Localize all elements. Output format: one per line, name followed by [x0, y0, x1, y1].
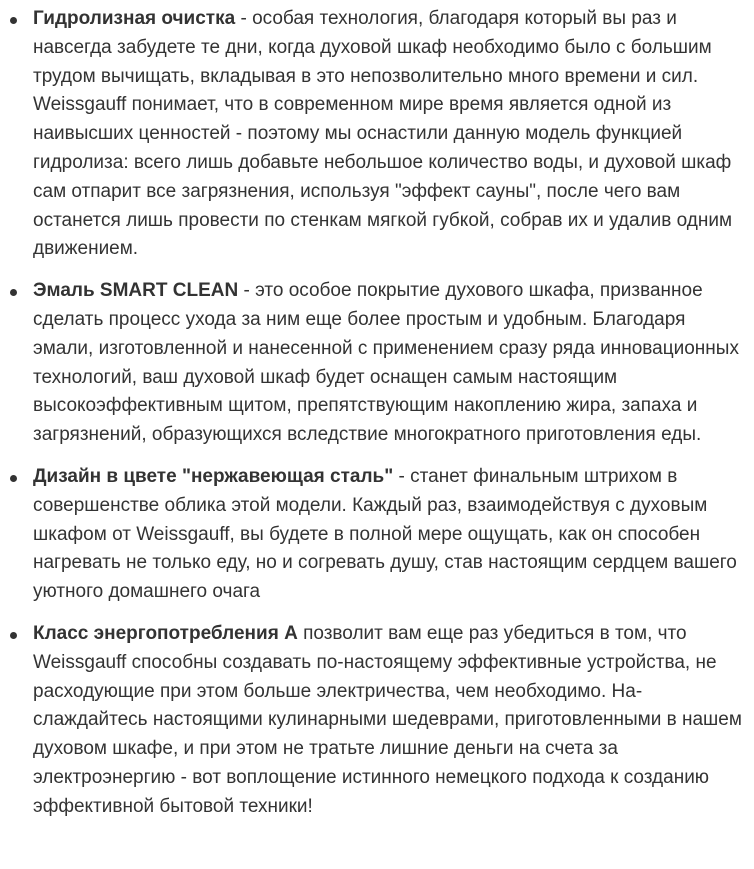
bullet-icon [10, 475, 17, 482]
bullet-icon [10, 632, 17, 639]
feature-title: Гидролизная очистка [33, 8, 236, 29]
list-item [0, 620, 754, 822]
list-item-text [33, 463, 748, 607]
feature-description: позволит вам еще раз убедиться в том, что Weissgauff способны создавать по-настоящему эффективные устройства, не расходующие при этом больше электричества, чем необходимо. Наслаждайтесь настоящими кулинарными шедеврами, приготовленными в нашем духовом шкафе, и при этом не тратьте лишние деньги на счета за электроэнергию - вот воплощение истинного немецкого подхода к созданию эффективной бытовой техники! [33, 622, 742, 817]
list-item-text [33, 277, 748, 450]
list-item-text [33, 620, 748, 822]
separator: - [238, 280, 256, 302]
bullet-icon [10, 17, 17, 24]
list-item [0, 277, 754, 450]
separator: - [393, 465, 411, 487]
list-item [0, 463, 754, 607]
feature-title: Дизайн в цвете "нержавеющая сталь" [33, 465, 394, 487]
feature-description: станет финальным штрихом в совершенстве облика этой модели. Каждый раз, взаимодействуя с духовым шкафом от Weissgauff, вы будете в полной мере ощущать, как он способен нагревать не только еду, но и согревать душу, став настоящим сердцем вашего уютного домашнего очага [33, 465, 737, 603]
feature-description: особая технология, благодаря который вы раз и навсегда забудете те дни, когда духовой шкаф необходимо было с большим трудом вычищать, вкладывая в это непозволительно много времени и сил. Weissgauff понимает, что в современном мире время является одной из наивысших ценностей - поэтому мы оснастили данную модель функцией гидролиза: всего лишь добавьте небольшое количество воды, и духовой шкаф сам отпарит все загрязнения, используя "эффект сауны", после чего вам останется лишь провести по стенкам мягкой губкой, собрав их и удалив одним движением. [33, 8, 733, 260]
feature-title: Эмаль SMART CLEAN [33, 280, 239, 302]
feature-title: Класс энергопотребления А [33, 622, 298, 644]
separator: - [235, 8, 253, 29]
list-item [0, 5, 754, 264]
feature-description: это особое покрытие духового шкафа, призванное сделать процесс ухода за ним еще более простым и удобным. Благодаря эмали, изготовленной и нанесенной с применением сразу ряда инновационных технологий, ваш духовой шкаф будет оснащен самым настоящим высокоэффективным щитом, препятствующим накоплению жира, запаха и загрязнений, образующихся вследствие многократного приготовления еды. [33, 280, 739, 446]
bullet-icon [10, 289, 17, 296]
list-item-text [33, 5, 748, 264]
